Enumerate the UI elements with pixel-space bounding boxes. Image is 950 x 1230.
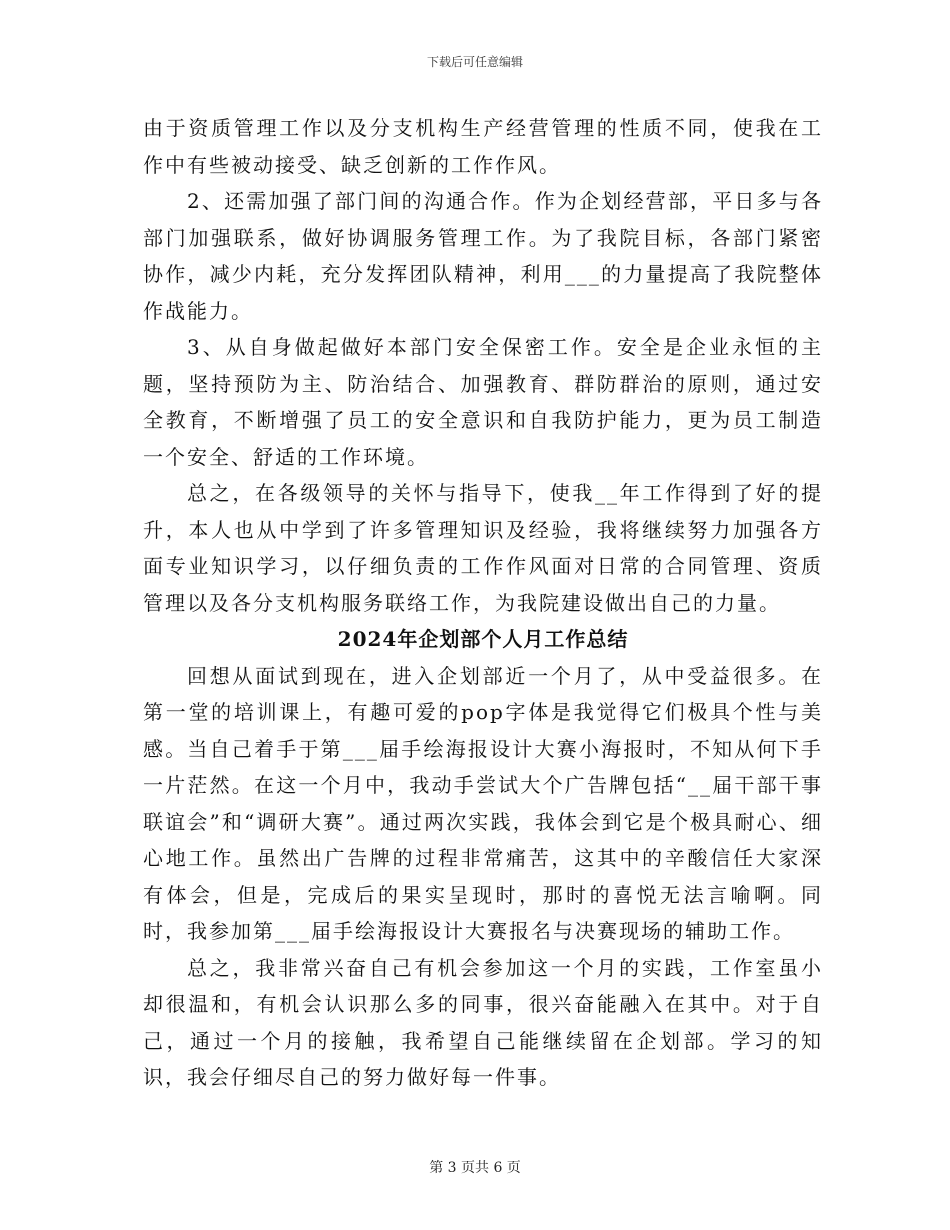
paragraph-item-2: 2、还需加强了部门间的沟通合作。作为企划经营部，平日多与各部门加强联系，做好协调服务管理工作。为了我院目标，各部门紧密协作，减少内耗，充分发挥团队精神，利用___的力量提高了我院整体作战能力。	[143, 189, 823, 323]
section-title: 2024年企划部个人月工作总结	[337, 627, 629, 651]
paragraph-summary: 总之，在各级领导的关怀与指导下，使我__年工作得到了好的提升，本人也从中学到了许多管理知识及经验，我将继续努力加强各方面专业知识学习，以仔细负责的工作作风面对日常的合同管理、资质管理以及各分支机构服务联络工作，为我院建设做出自己的力量。	[143, 481, 823, 615]
paragraph-continuation: 由于资质管理工作以及分支机构生产经营管理的性质不同，使我在工作中有些被动接受、缺乏创新的工作作风。	[143, 116, 823, 177]
paragraph-item-3: 3、从自身做起做好本部门安全保密工作。安全是企业永恒的主题，坚持预防为主、防治结合、加强教育、群防群治的原则，通过安全教育，不断增强了员工的安全意识和自我防护能力，更为员工制造一个安全、舒适的工作环境。	[143, 335, 823, 469]
header-note: 下载后可任意编辑	[426, 55, 523, 69]
page-number: 第 3 页共 6 页	[429, 1160, 521, 1176]
paragraph-conclusion: 总之，我非常兴奋自己有机会参加这一个月的实践，工作室虽小却很温和，有机会认识那么多的同事，很兴奋能融入在其中。对于自己，通过一个月的接触，我希望自己能继续留在企划部。学习的知识，我会仔细尽自己的努力做好每一件事。	[143, 955, 823, 1089]
document-body	[143, 110, 823, 1096]
paragraph-reflection: 回想从面试到现在，进入企划部近一个月了，从中受益很多。在第一堂的培训课上，有趣可爱的pop字体是我觉得它们极具个性与美感。当自己着手于第___届手绘海报设计大赛小海报时，不知从何下手一片茫然。在这一个月中，我动手尝试大个广告牌包括“__届干部干事联谊会”和“调研大赛”。通过两次实践，我体会到它是个极具耐心、细心地工作。虽然出广告牌的过程非常痛苦，这其中的辛酸信任大家深有体会，但是，完成后的果实呈现时，那时的喜悦无法言喻啊。同时，我参加第___届手绘海报设计大赛报名与决赛现场的辅助工作。	[143, 663, 823, 943]
